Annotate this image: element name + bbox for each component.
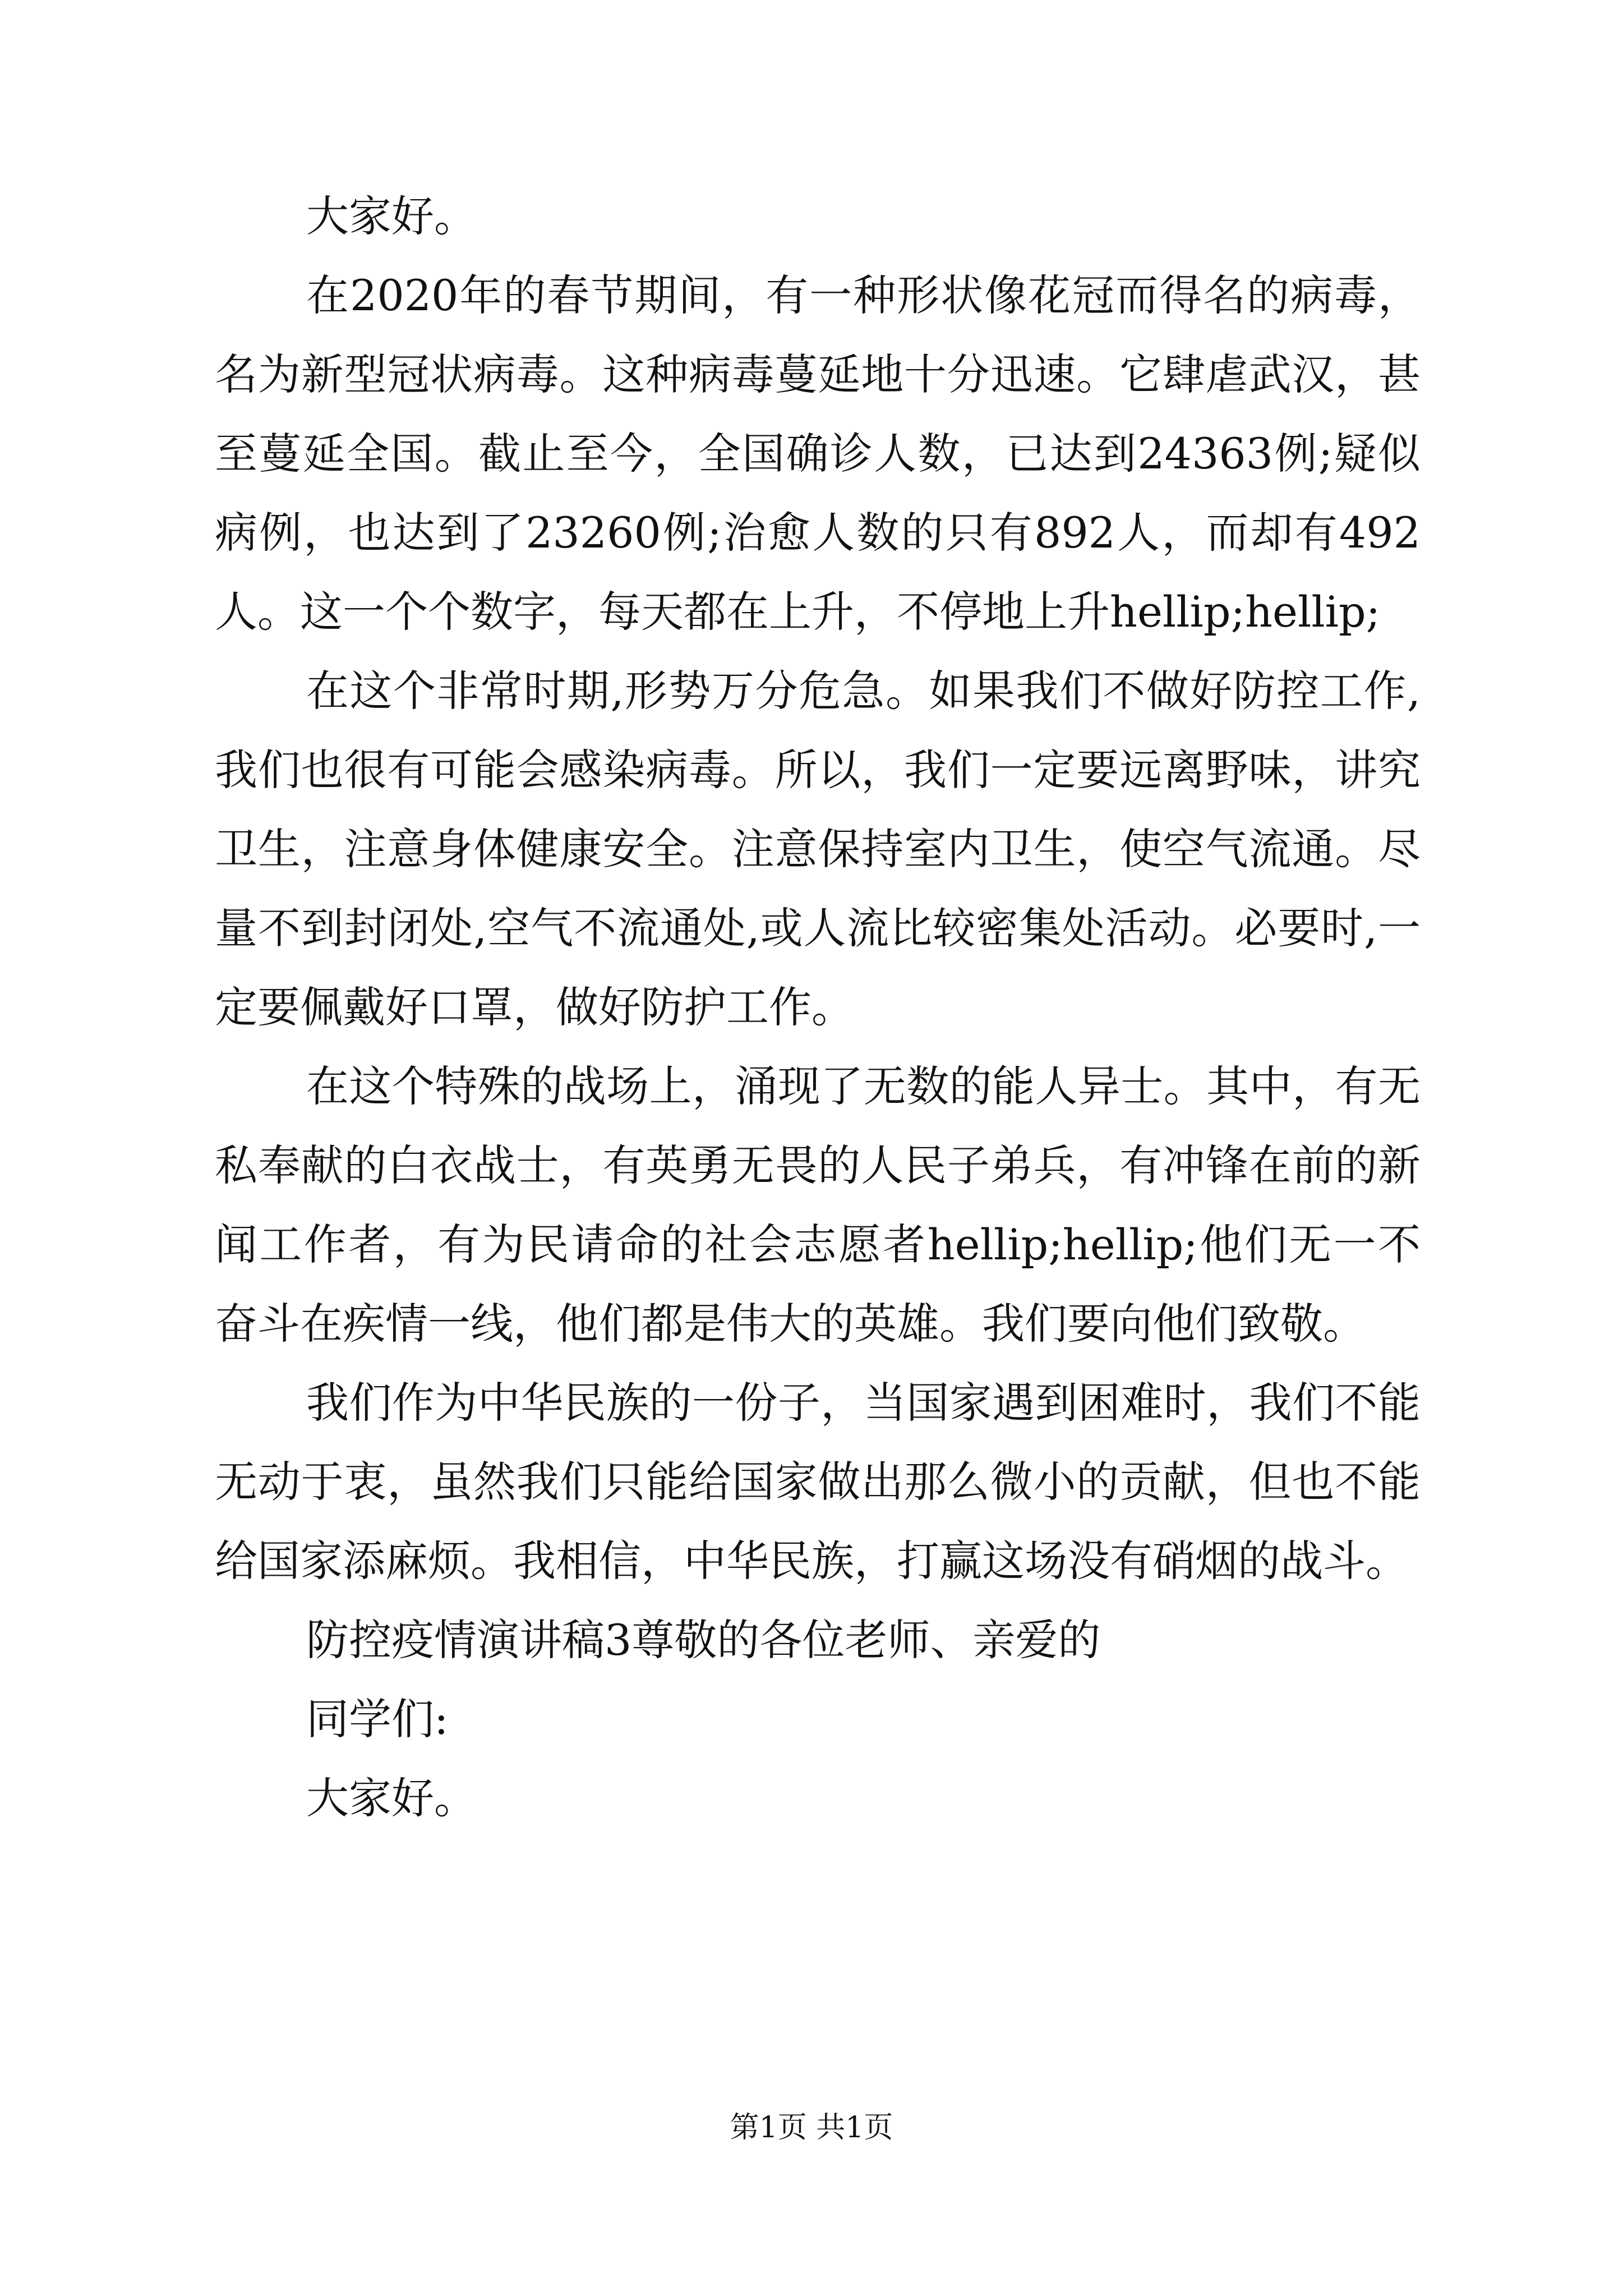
page-number: 第1页 共1页 bbox=[730, 2111, 893, 2145]
paragraph-students: 同学们: bbox=[306, 1694, 449, 1744]
page-footer bbox=[0, 2108, 1623, 2147]
paragraph-nation: 我们作为中华民族的一份子，当国家遇到困难时，我们不能无动于衷，虽然我们只能给国家做出那么微小的贡献，但也不能给国家添麻烦。我相信，中华民族，打赢这场没有硝烟的战斗。 bbox=[215, 1378, 1421, 1586]
paragraph-greeting: 大家好。 bbox=[306, 191, 477, 241]
paragraph-speech-title: 防控疫情演讲稿3尊敬的各位老师、亲爱的 bbox=[306, 1615, 1101, 1665]
paragraph-greeting-2: 大家好。 bbox=[306, 1773, 477, 1823]
paragraph-virus-spread: 在2020年的春节期间，有一种形状像花冠而得名的病毒，名为新型冠状病毒。这种病毒蔓延地十分迅速。它肆虐武汉，甚至蔓延全国。截止至今，全国确诊人数，已达到24363例;疑似病例，也达到了23260例;治愈人数的只有892人，而却有492人。这一个个数字，每天都在上升，不停地上升hellip;hellip; bbox=[215, 270, 1421, 637]
document-body bbox=[215, 177, 1421, 1838]
paragraph-heroes: 在这个特殊的战场上，涌现了无数的能人异士。其中，有无私奉献的白衣战士，有英勇无畏的人民子弟兵，有冲锋在前的新闻工作者，有为民请命的社会志愿者hellip;hellip;他们无一不奋斗在疾情一线，他们都是伟大的英雄。我们要向他们致敬。 bbox=[215, 1061, 1421, 1349]
paragraph-prevention: 在这个非常时期,形势万分危急。如果我们不做好防控工作,我们也很有可能会感染病毒。所以，我们一定要远离野味，讲究卫生，注意身体健康安全。注意保持室内卫生，使空气流通。尽量不到封闭处,空气不流通处,或人流比较密集处活动。必要时,一定要佩戴好口罩，做好防护工作。 bbox=[215, 666, 1421, 1032]
